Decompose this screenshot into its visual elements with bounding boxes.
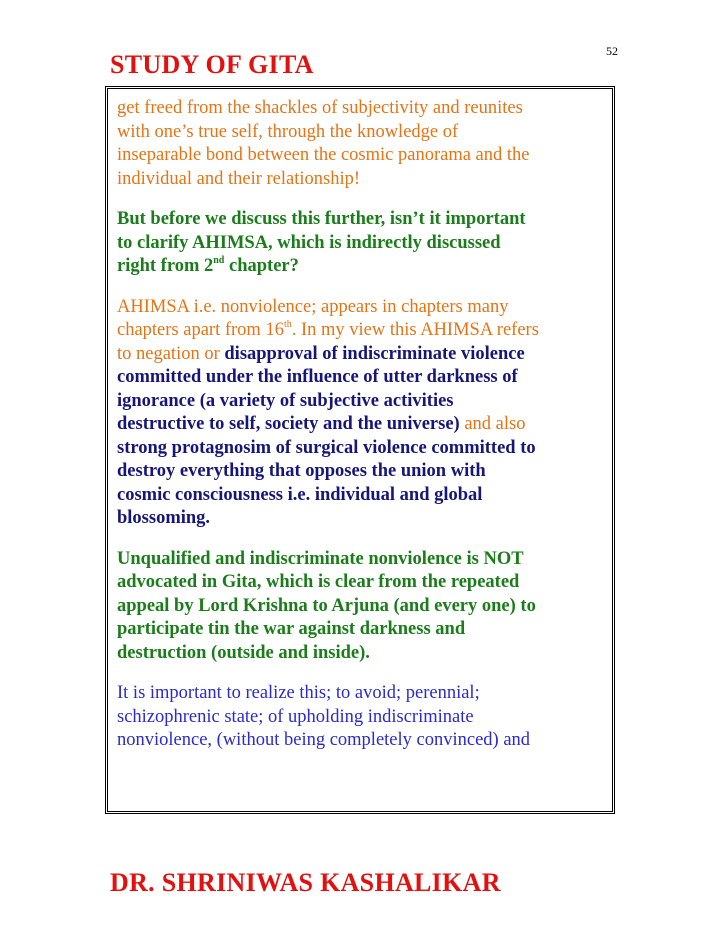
text-line: get freed from the shackles of subjectivity and reunites <box>117 98 523 118</box>
text-segment: destructive to self, society and the universe) <box>117 414 460 434</box>
text-line: cosmic consciousness i.e. individual and global <box>117 484 483 505</box>
paragraph-1 <box>117 97 608 191</box>
text-line <box>117 255 608 279</box>
paragraph-2 <box>117 208 608 279</box>
text-segment: right from 2 <box>117 256 214 276</box>
text-segment: to negation or <box>117 343 225 364</box>
document-title: STUDY OF GITA <box>110 50 314 79</box>
text-line: blossoming. <box>117 508 211 528</box>
superscript: nd <box>213 255 225 266</box>
text-line: advocated in Gita, which is clear from the repeated <box>117 572 520 592</box>
text-line: participate tin the war against darkness and <box>117 619 466 639</box>
paragraph-4 <box>117 548 608 666</box>
text-segment: disapproval of indiscriminate violence <box>224 343 525 364</box>
text-line: individual and their relationship! <box>117 168 361 189</box>
text-line <box>117 319 608 343</box>
text-line: inseparable bond between the cosmic panorama and the <box>117 145 530 165</box>
text-line: destruction (outside and inside). <box>117 642 370 663</box>
text-line: strong protagnosim of surgical violence committed to <box>117 437 536 458</box>
text-segment: chapter? <box>224 256 299 276</box>
text-line: Unqualified and indiscriminate nonviolence is NOT <box>117 548 524 569</box>
text-line: It is important to realize this; to avoid; perennial; <box>117 683 480 703</box>
text-line: destroy everything that opposes the union with <box>117 461 486 481</box>
text-line: But before we discuss this further, isn’t it important <box>117 209 526 229</box>
text-line: committed under the influence of utter darkness of <box>117 367 518 387</box>
content-box <box>105 86 615 814</box>
text-line: AHIMSA i.e. nonviolence; appears in chapters many <box>117 296 509 317</box>
text-line: nonviolence, (without being completely convinced) and <box>117 730 531 750</box>
text-segment: . In my view this AHIMSA refers <box>291 320 539 340</box>
text-line: appeal by Lord Krishna to Arjuna (and every one) to <box>117 595 536 616</box>
text-line <box>117 413 608 437</box>
page-number: 52 <box>606 44 618 58</box>
paragraph-5 <box>117 682 608 753</box>
superscript: th <box>283 319 292 330</box>
text-line <box>117 343 608 367</box>
paragraph-3 <box>117 296 608 531</box>
text-line: ignorance (a variety of subjective activities <box>117 390 454 411</box>
text-segment: and also <box>459 414 526 434</box>
text-line: to clarify AHIMSA, which is indirectly discussed <box>117 232 501 253</box>
author-name: DR. SHRINIWAS KASHALIKAR <box>110 868 501 897</box>
text-line: schizophrenic state; of upholding indiscriminate <box>117 706 474 727</box>
text-segment: chapters apart from 16 <box>117 320 284 340</box>
text-line: with one’s true self, through the knowledge of <box>117 121 459 142</box>
